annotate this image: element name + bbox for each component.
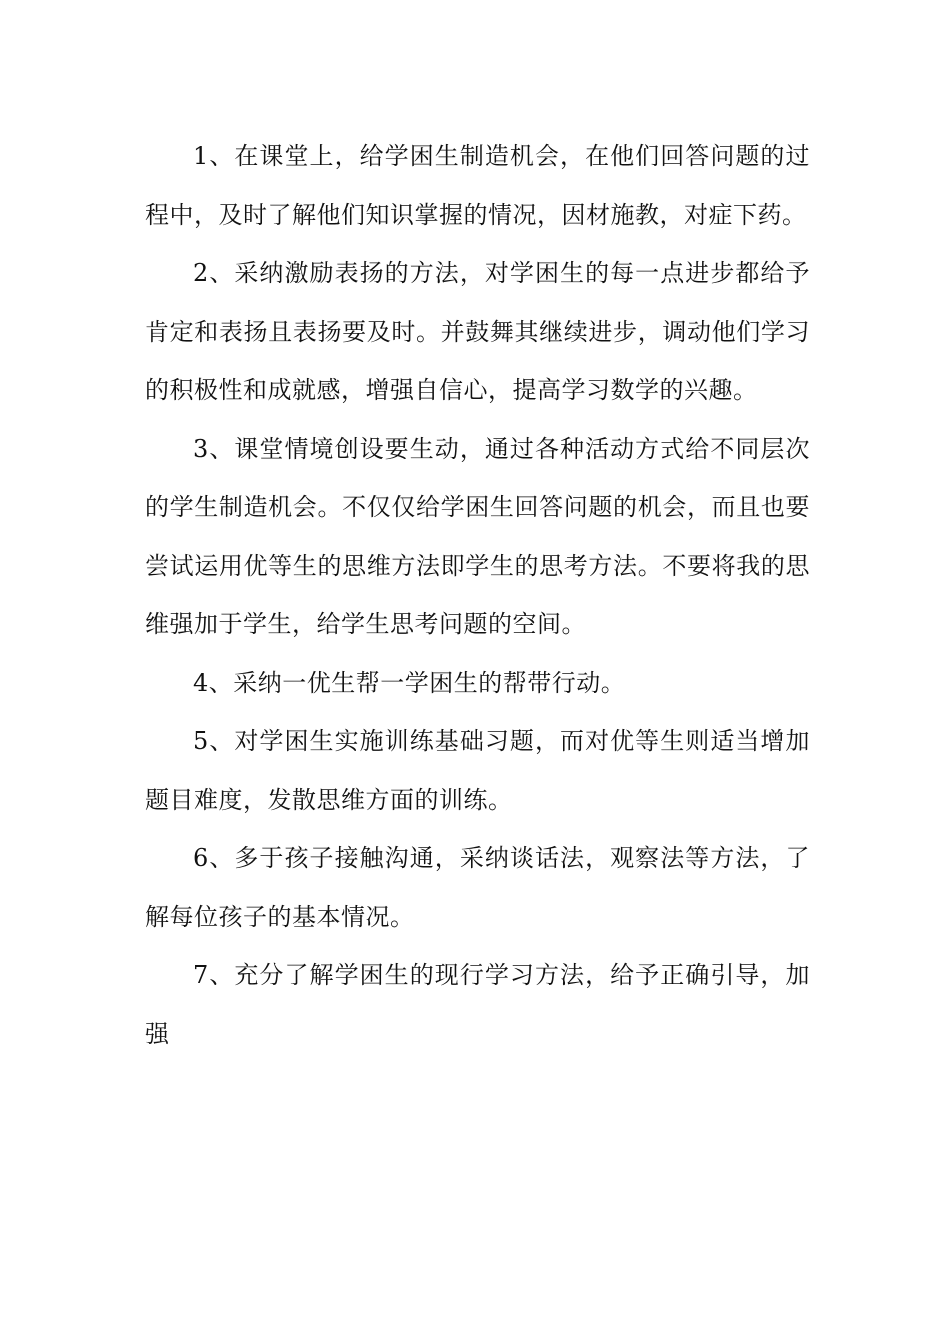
paragraph-1: 1、在课堂上，给学困生制造机会，在他们回答问题的过程中，及时了解他们知识掌握的情况，因材施教，对症下药。 [145, 142, 810, 229]
paragraph-4: 4、采纳一优生帮一学困生的帮带行动。 [193, 668, 626, 697]
document-body [145, 127, 810, 1063]
paragraph-3: 3、课堂情境创设要生动，通过各种活动方式给不同层次的学生制造机会。不仅仅给学困生回答问题的机会，而且也要尝试运用优等生的思维方法即学生的思考方法。不要将我的思维强加于学生，给学生思考问题的空间。 [145, 434, 810, 638]
paragraph-7: 7、充分了解学困生的现行学习方法，给予正确引导，加强 [145, 961, 810, 1048]
paragraph-6: 6、多于孩子接触沟通，采纳谈话法，观察法等方法，了解每位孩子的基本情况。 [145, 844, 810, 931]
paragraph-2: 2、采纳激励表扬的方法，对学困生的每一点进步都给予肯定和表扬且表扬要及时。并鼓舞其继续进步，调动他们学习的积极性和成就感，增强自信心，提高学习数学的兴趣。 [145, 259, 810, 404]
paragraph-5: 5、对学困生实施训练基础习题，而对优等生则适当增加题目难度，发散思维方面的训练。 [145, 727, 810, 814]
